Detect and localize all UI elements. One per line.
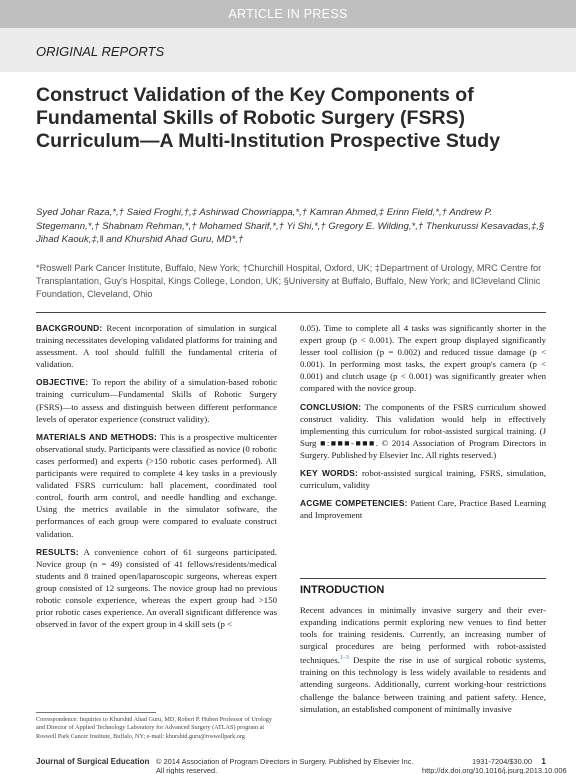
abstract-left-column	[36, 322, 277, 636]
abstract-results	[36, 546, 277, 631]
acgme-text: Patient Care, Practice Based Learning and Improvement	[300, 498, 546, 521]
introduction-rule	[300, 578, 546, 579]
page-footer	[36, 756, 567, 774]
footer-issn-doi	[422, 757, 567, 774]
article-title: Construct Validation of the Key Components of Fundamental Skills of Robotic Surgery (FSRS) Curriculum—A Multi-Institution Prospective Study	[36, 84, 501, 152]
keywords-label: KEY WORDS:	[300, 468, 359, 479]
correspondence-note: Correspondence: Inquiries to Khurshid Ahad Guru, MD, Robert P. Huben Professor of Urology and Director of Applied Technology Laboratory for Advanced Surgery (ATLAS) program at Roswell Park Cancer Institute, Buffalo, NY; e-mail: khurshid.guru@roswellpark.org	[36, 716, 272, 740]
intro-text-part2: Despite the rise in use of surgical robotic systems, training on this technology is less widely available to residents and attending surgeons. Additionally, current working-hour restrictions challenge the balance between training and patient safety. Hence, simulation, an established component of minimally invasive	[300, 655, 546, 714]
page-number: 1	[541, 756, 546, 766]
abstract-top-rule	[36, 312, 546, 313]
author-list: Syed Johar Raza,*,† Saied Froghi,†,‡ Ashirwad Chowriappa,*,† Kamran Ahmed,‡ Erinn Field,*,† Andrew P. Stegemann,*,† Shabnam Rehman,*,† Mohamed Sharif,*,† Yi Shi,*,† Gregory E. Wilding,*,† Thenkurussi Kesavadas,‡,§ Jihad Kaouk,‡,‖ and Khurshid Ahad Guru, MD*,†	[36, 207, 545, 246]
abstract-objective	[36, 376, 277, 424]
methods-label: MATERIALS AND METHODS:	[36, 431, 158, 442]
background-text: Recent incorporation of simulation in surgical training necessitates developing validated platforms for training and assessment. A tool should fulfill the fundamental criteria of validation.	[36, 323, 278, 370]
footnote-rule	[36, 712, 156, 713]
affiliations: *Roswell Park Cancer Institute, Buffalo, New York; †Churchill Hospital, Oxford, UK; ‡Department of Urology, MRC Centre for Transplantation, Guy's Hospital, Kings College, London, UK; §University at Buffalo, Buffalo, New York; and ‖Cleveland Clinic Foundation, Cleveland, Ohio	[36, 263, 542, 300]
introduction-heading: INTRODUCTION	[300, 584, 385, 596]
article-in-press-banner	[0, 0, 576, 28]
conclusion-label: CONCLUSION:	[300, 401, 362, 412]
banner-text: ARTICLE IN PRESS	[228, 7, 348, 21]
section-bar	[0, 28, 576, 72]
doi-link[interactable]: http://dx.doi.org/10.1016/j.jsurg.2013.10.006	[422, 766, 567, 774]
issn: 1931-7204/$30.00	[471, 757, 532, 766]
keywords-text: robot-assisted surgical training, FSRS, simulation, curriculum, validity	[300, 468, 546, 491]
intro-text-part1: Recent advances in minimally invasive surgery and their ever-expanding indications permit exploring new venues to find better tools for training residents. Currently, an increasing number of surgical procedures are being performed with robot-assisted techniques.	[300, 605, 546, 666]
journal-name: Journal of Surgical Education	[36, 757, 150, 766]
abstract-methods	[36, 431, 277, 540]
background-label: BACKGROUND:	[36, 323, 103, 333]
footer-copyright: © 2014 Association of Program Directors in Surgery. Published by Elsevier Inc. All rights reserved.	[156, 757, 414, 774]
abstract-right-column	[300, 322, 546, 527]
section-label: ORIGINAL REPORTS	[36, 44, 165, 59]
methods-text: This is a prospective multicenter observational study. Participants were classified as novice (0 robotic cases performed) and experts (>150 robotic cases performed). All participants were required to complete 4 key tasks in a previously validated FSRS curriculum: ball placement, coordinated tool control, fourth arm control, and needle handling and exchange. Using the metrics available in the simulator software, the performances of each group were compared to evaluate construct validation.	[36, 431, 278, 539]
acgme-label: ACGME COMPETENCIES:	[300, 498, 408, 509]
abstract-keywords	[300, 467, 546, 491]
results-label: RESULTS:	[36, 546, 79, 557]
introduction-section	[300, 578, 546, 715]
introduction-text	[300, 604, 546, 715]
results-text: A convenience cohort of 61 surgeons participated. Novice group (n = 49) consisted of 41 fellows/residents/medical students and 8 trained open/laparoscopic surgeons, whereas expert group consisted of 12 surgeons. The novice group had no previous robotic console experience, whereas the expert group had >150 prior robotic cases experience. An overall significant difference was observed in favor of the expert group in 4 skill sets (p <	[36, 546, 278, 630]
abstract-background	[36, 322, 277, 370]
citation-link[interactable]: 1–3	[339, 655, 349, 662]
abstract-results-continued: 0.05). Time to complete all 4 tasks was significantly shorter in the expert group (p < 0.001). The expert group displayed significantly lesser tool collision (p = 0.002) and reduced tissue damage (p < 0.001). In performing most tasks, the expert group's camera (p < 0.001) and clutch usage (p < 0.001) was significantly greater when compared with the novice group.	[300, 323, 546, 394]
objective-text: To report the ability of a simulation-based robotic training curriculum—Fundamental Skills of Robotic Surgery (FSRS)—to assess and distinguish between different performance levels of operator experience (construct validity).	[36, 377, 277, 424]
abstract-acgme	[300, 497, 546, 521]
objective-label: OBJECTIVE:	[36, 377, 89, 388]
conclusion-text: The components of the FSRS curriculum showed construct validity. This validation would help in effectively implementing this curriculum for robot-assisted surgical training. (J Surg ■:■■■-■■■. © 2014 Association of Program Directors in Surgery. Published by Elsevier Inc. All rights reserved.)	[300, 401, 546, 460]
abstract-conclusion	[300, 401, 546, 461]
